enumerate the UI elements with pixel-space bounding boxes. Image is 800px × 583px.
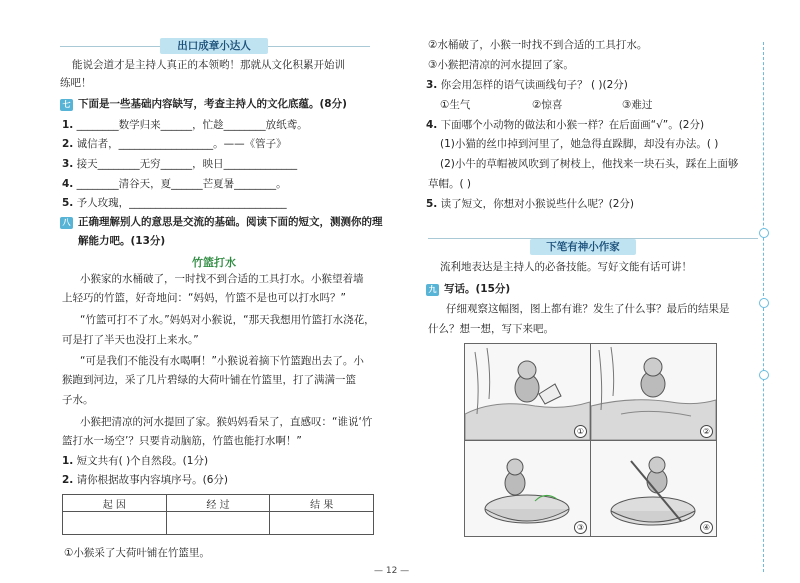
q3-option-c: ③难过 <box>622 99 653 111</box>
option-3: ③小猴把清凉的河水提回了家。 <box>428 59 574 71</box>
story-line: “可是我们不能没有水喝啊！”小猴说着摘下竹篮跑出去了。小 <box>80 355 364 367</box>
section-badge-9: 九 <box>426 284 439 296</box>
picture-panel-4 <box>590 440 717 537</box>
question-number: 5. <box>426 198 438 210</box>
question-number: 2. <box>62 474 74 486</box>
q4-item-2-cont: 草帽。( ) <box>428 178 472 190</box>
header-result: 结 果 <box>270 495 374 512</box>
section-title-7: 下面是一些基础内容缺写，考查主持人的文化底蕴。(8分) <box>78 98 347 110</box>
option-2: ②水桶破了，小猴一时找不到合适的工具打水。 <box>428 39 648 51</box>
question-text: 你会用怎样的语气读画线句子？ ( )(2分) <box>440 79 628 91</box>
q3-option-b: ②惊喜 <box>532 99 563 111</box>
question-text: 读了短文，你想对小猴说些什么呢？(2分) <box>440 198 635 210</box>
story-line: 小猴家的水桶破了，一时找不到合适的工具打水。小猴望着墙 <box>80 273 364 285</box>
panel-number: ③ <box>574 521 587 534</box>
q4-item-1: (1)小猫的丝巾掉到河里了，她急得直跺脚，却没有办法。( ) <box>440 138 719 150</box>
story-line: 子水。 <box>62 394 94 406</box>
answer-cell-cause[interactable] <box>63 512 167 535</box>
story-line: 可是打了半天也没打上来水。” <box>62 334 199 346</box>
writing-desc-2: 什么？想一想，写下来吧。 <box>428 323 554 335</box>
section-title-8-line1: 正确理解别人的意思是交流的基础。阅读下面的短文，测测你的理 <box>78 216 383 228</box>
intro-line-2: 练吧！ <box>60 77 92 89</box>
section-banner-writing: 下笔有神小作家 <box>530 239 636 255</box>
item-text: 予人玫瑰，______________________________ <box>76 197 287 209</box>
monkey-bucket-illustration <box>465 344 590 440</box>
item-number: 2. <box>62 138 74 150</box>
question-1 <box>62 454 208 469</box>
writing-intro: 流利地表达是主持人的必备技能。写好文能有话可讲！ <box>440 261 692 273</box>
monkey-carrying-water-illustration <box>591 441 716 536</box>
section-title-8-line2: 解能力吧。(13分) <box>78 235 166 247</box>
story-order-table <box>62 494 374 535</box>
monkey-riverbank-illustration <box>591 344 716 440</box>
story-line: 篮打水一场空’？只要肯动脑筋，竹篮也能打水啊！” <box>62 435 302 447</box>
binding-hole <box>759 298 769 308</box>
section-title-9: 写话。(15分) <box>444 283 511 295</box>
question-2 <box>62 473 228 488</box>
item-text: ________清谷天，夏______芒夏暑________。 <box>76 178 287 190</box>
writing-desc-1: 仔细观察这幅图，图上都有谁？发生了什么事？最后的结果是 <box>446 303 730 315</box>
binding-hole <box>759 228 769 238</box>
item-number: 1. <box>62 119 74 131</box>
question-number: 1. <box>62 455 74 467</box>
story-line: 猴跑到河边，采了几片碧绿的大荷叶铺在竹篮里，打了满满一篮 <box>62 374 356 386</box>
item-number: 3. <box>62 158 74 170</box>
fill-item <box>62 177 287 192</box>
question-number: 3. <box>426 79 438 91</box>
item-text: ________数学归来______，忙趁________放纸鸢。 <box>76 119 308 131</box>
header-process: 经 过 <box>166 495 270 512</box>
question-3 <box>426 78 628 93</box>
story-title: 竹篮打水 <box>192 256 236 269</box>
item-text: 接天________无穷______，映日______________ <box>76 158 298 170</box>
question-text: 下面哪个小动物的做法和小猴一样？在后面画“√”。(2分) <box>440 119 705 131</box>
fill-item <box>62 118 308 133</box>
picture-panel-3 <box>464 440 591 537</box>
fill-item <box>62 196 287 211</box>
question-text: 短文共有( )个自然段。(1分) <box>76 455 209 467</box>
monkey-basket-illustration <box>465 441 590 536</box>
story-line: 小猴把清凉的河水提回了家。猴妈妈看呆了，直感叹：“谁说‘竹 <box>80 416 373 428</box>
question-4 <box>426 118 704 133</box>
question-5 <box>426 197 634 212</box>
panel-number: ④ <box>700 521 713 534</box>
q4-item-2: (2)小牛的草帽被风吹到了树枝上，他找来一块石头，踩在上面够 <box>440 158 739 170</box>
item-number: 5. <box>62 197 74 209</box>
answer-cell-result[interactable] <box>270 512 374 535</box>
page-number: — 12 — <box>374 566 410 576</box>
picture-panel-1 <box>464 343 591 441</box>
story-line: “竹篮可打不了水。”妈妈对小猴说，“那天我想用竹篮打水浇花， <box>80 314 375 326</box>
header-cause: 起 因 <box>63 495 167 512</box>
section-badge-8: 八 <box>60 217 73 229</box>
answer-cell-process[interactable] <box>166 512 270 535</box>
section-badge-7: 七 <box>60 99 73 111</box>
fill-item <box>62 137 287 152</box>
panel-number: ① <box>574 425 587 438</box>
question-number: 4. <box>426 119 438 131</box>
panel-number: ② <box>700 425 713 438</box>
intro-line-1: 能说会道才是主持人真正的本领哟！那就从文化积累开始训 <box>72 59 345 71</box>
binding-hole <box>759 370 769 380</box>
option-1: ①小猴采了大荷叶铺在竹篮里。 <box>64 547 210 559</box>
item-text: 诚信者，__________________。——《管子》 <box>76 138 287 150</box>
section-banner-speaking: 出口成章小达人 <box>160 38 268 54</box>
story-line: 上轻巧的竹篮，好奇地问：“妈妈，竹篮不是也可以打水吗？” <box>62 292 346 304</box>
fill-item <box>62 157 297 172</box>
item-number: 4. <box>62 178 74 190</box>
question-text: 请你根据故事内容填序号。(6分) <box>76 474 229 486</box>
picture-panel-2 <box>590 343 717 441</box>
q3-option-a: ①生气 <box>440 99 471 111</box>
